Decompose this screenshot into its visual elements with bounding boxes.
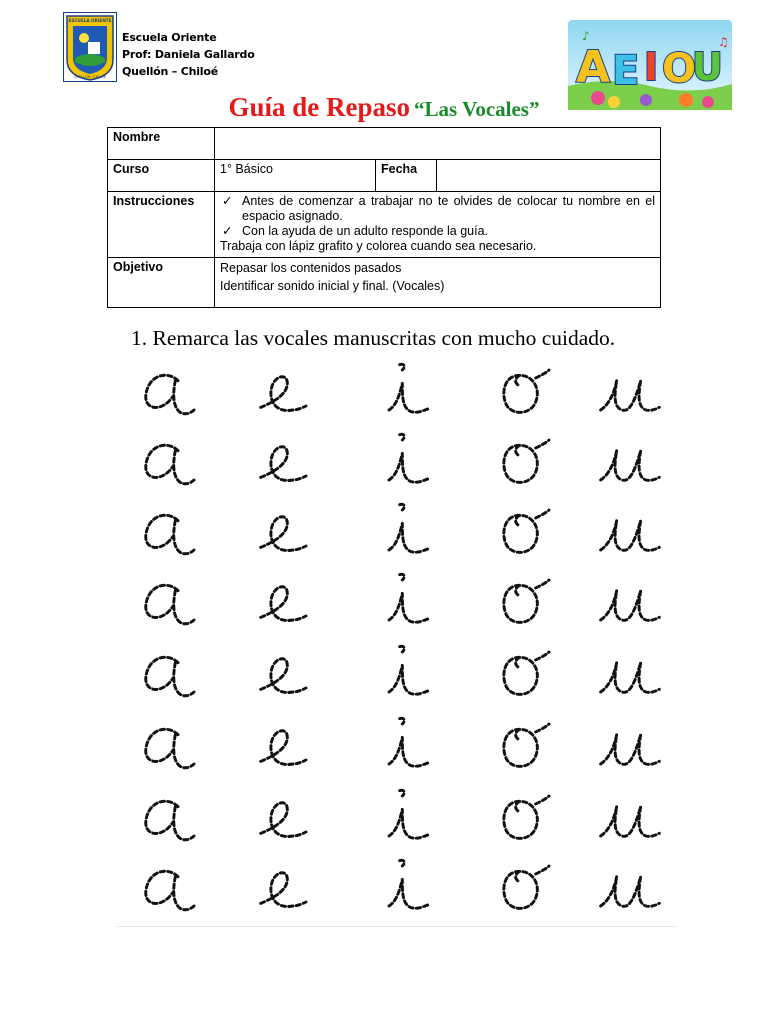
logo-text-bottom: QUELLÓN · CHILOÉ — [74, 75, 106, 79]
trace-vowel-i — [370, 362, 440, 418]
date-field[interactable] — [437, 160, 661, 192]
school-location: Quellón – Chiloé — [122, 65, 218, 78]
instructions-list — [220, 194, 655, 239]
trace-vowel-e — [247, 502, 317, 558]
logo-text-top: ESCUELA ORIENTE — [68, 18, 112, 23]
trace-vowel-u — [595, 432, 665, 488]
trace-vowel-a — [135, 644, 205, 700]
instruction-item: ✓ Antes de comenzar a trabajar no te olvides de colocar tu nombre en el espacio asignado. — [222, 194, 655, 223]
svg-text:♫: ♫ — [718, 35, 729, 49]
instructions-cell — [215, 192, 661, 258]
name-field[interactable] — [215, 128, 661, 160]
objective-item: Repasar los contenidos pasados — [220, 261, 402, 275]
exercise-prompt: 1. Remarca las vocales manuscritas con mucho cuidado. — [131, 326, 616, 350]
trace-vowel-a — [135, 502, 205, 558]
trace-vowel-u — [595, 858, 665, 914]
page-title — [0, 92, 768, 123]
trace-vowel-a — [135, 716, 205, 772]
objective-item: Identificar sonido inicial y final. (Vocales) — [220, 279, 445, 293]
trace-vowel-e — [247, 788, 317, 844]
badge-letter-u: U — [692, 45, 723, 89]
objective-cell — [215, 258, 661, 308]
check-icon: ✓ — [222, 194, 233, 208]
trace-vowel-o — [490, 432, 560, 488]
trace-vowel-u — [595, 644, 665, 700]
page-divider — [117, 926, 677, 927]
trace-vowel-e — [247, 716, 317, 772]
svg-text:♪: ♪ — [582, 29, 590, 43]
trace-vowel-e — [247, 858, 317, 914]
trace-vowel-u — [595, 362, 665, 418]
instruction-extra: Trabaja con lápiz grafito y colorea cuando sea necesario. — [220, 239, 537, 253]
trace-vowel-e — [247, 432, 317, 488]
school-name: Escuela Oriente — [122, 31, 217, 44]
trace-vowel-i — [370, 502, 440, 558]
teacher-name: Prof: Daniela Gallardo — [122, 48, 255, 61]
trace-vowel-u — [595, 716, 665, 772]
trace-vowel-a — [135, 362, 205, 418]
trace-vowel-i — [370, 432, 440, 488]
school-logo — [63, 12, 117, 82]
instruction-item: ✓ Con la ayuda de un adulto responde la guía. — [222, 224, 489, 238]
tracing-grid — [125, 360, 685, 920]
trace-vowel-i — [370, 572, 440, 628]
date-label: Fecha — [376, 160, 437, 192]
trace-vowel-o — [490, 716, 560, 772]
trace-vowel-o — [490, 502, 560, 558]
trace-vowel-o — [490, 858, 560, 914]
badge-letter-i: I — [644, 45, 659, 89]
trace-vowel-a — [135, 432, 205, 488]
school-info — [122, 29, 255, 80]
objective-label: Objetivo — [108, 258, 215, 308]
badge-letter-o: O — [662, 46, 697, 92]
check-icon: ✓ — [222, 224, 233, 238]
trace-vowel-e — [247, 572, 317, 628]
trace-vowel-o — [490, 788, 560, 844]
trace-vowel-o — [490, 572, 560, 628]
course-value: 1° Básico — [215, 160, 376, 192]
course-label: Curso — [108, 160, 215, 192]
title-main: Guía de Repaso — [228, 92, 411, 122]
trace-vowel-u — [595, 572, 665, 628]
title-sub: “Las Vocales” — [414, 97, 540, 121]
trace-vowel-a — [135, 788, 205, 844]
badge-letter-e: E — [612, 48, 640, 94]
instructions-label: Instrucciones — [108, 192, 215, 258]
badge-letter-a: A — [576, 42, 611, 93]
name-label: Nombre — [108, 128, 215, 160]
trace-vowel-u — [595, 502, 665, 558]
trace-vowel-i — [370, 788, 440, 844]
trace-vowel-a — [135, 858, 205, 914]
trace-vowel-u — [595, 788, 665, 844]
trace-vowel-e — [247, 644, 317, 700]
trace-vowel-o — [490, 362, 560, 418]
info-table — [107, 127, 661, 308]
trace-vowel-i — [370, 644, 440, 700]
trace-vowel-i — [370, 858, 440, 914]
trace-vowel-i — [370, 716, 440, 772]
trace-vowel-a — [135, 572, 205, 628]
trace-vowel-e — [247, 362, 317, 418]
trace-vowel-o — [490, 644, 560, 700]
